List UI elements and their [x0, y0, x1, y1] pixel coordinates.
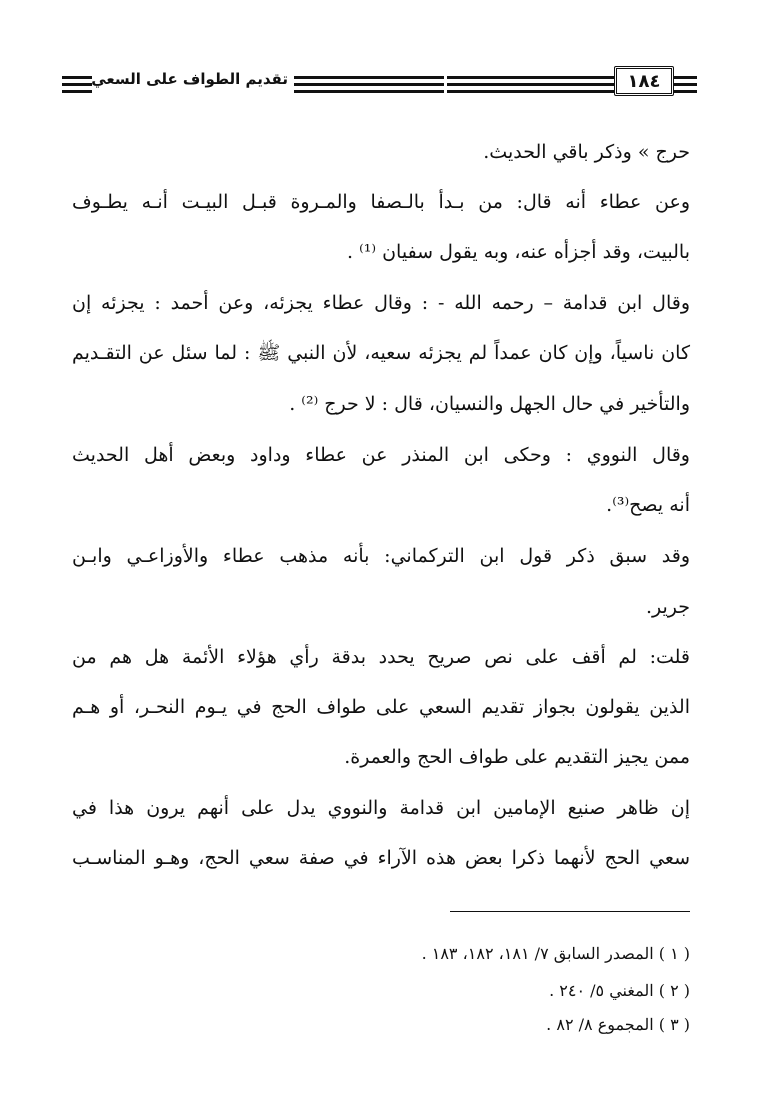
text-line: حرج » وذكر باقي الحديث. [483, 141, 690, 163]
text-line: وعن عطاء أنه قال: من بـدأ بالـصفا والمـروة قبـل البيـت أنـه يطـوف [72, 191, 690, 213]
running-title: تقديم الطواف على السعي [91, 70, 288, 88]
text-line: سعي الحج لأنهما ذكرا بعض هذه الآراء في صفة سعي الحج، وهـو المناسـب [72, 847, 690, 869]
header-rule [294, 83, 444, 86]
header-rule [62, 90, 92, 93]
text-line: الذين يقولون بجواز تقديم السعي على طواف الحج في يـوم النحـر، أو هـم [72, 696, 690, 718]
text-line: وقال النووي : وحكى ابن المنذر عن عطاء وداود وبعض أهل الحديث [72, 444, 690, 466]
running-header [62, 66, 696, 100]
header-rule [294, 76, 444, 79]
text-line: بالبيت، وقد أجزأه عنه، وبه يقول سفيان ⁽¹⁾ . [347, 241, 690, 263]
text-line: وقال ابن قدامة – رحمه الله - : وقال عطاء يجزئه، وعن أحمد : يجزئه إن [72, 292, 690, 314]
header-rule [62, 83, 92, 86]
text-line: ممن يجيز التقديم على طواف الحج والعمرة. [344, 746, 690, 768]
text-line: وقد سبق ذكر قول ابن التركماني: بأنه مذهب عطاء والأوزاعـي وابـن [72, 545, 690, 567]
text-line: إن ظاهر صنيع الإمامين ابن قدامة والنووي يدل على أنهم يرون هذا في [72, 797, 690, 819]
text-line: أنه يصح⁽³⁾. [606, 494, 690, 516]
page-number: ١٨٤ [614, 66, 674, 96]
header-rule [294, 90, 444, 93]
text-line: قلت: لم أقف على نص صريح يحدد بدقة رأي هؤلاء الأئمة هل هم من [72, 646, 690, 668]
text-line: والتأخير في حال الجهل والنسيان، قال : لا حرج ⁽²⁾ . [289, 393, 690, 415]
footnote: ( ١ ) المصدر السابق ٧/ ١٨١، ١٨٢، ١٨٣ . [421, 944, 690, 963]
footnote: ( ٢ ) المغني ٥/ ٢٤٠ . [549, 981, 690, 1000]
footnote: ( ٣ ) المجموع ٨/ ٨٢ . [546, 1015, 690, 1034]
footnote-separator [450, 911, 690, 912]
header-rule [62, 76, 92, 79]
text-line: جرير. [645, 596, 690, 618]
text-line: كان ناسياً، وإن كان عمداً لم يجزئه سعيه، لأن النبي ﷺ : لما سئل عن التقـديم [72, 342, 690, 364]
